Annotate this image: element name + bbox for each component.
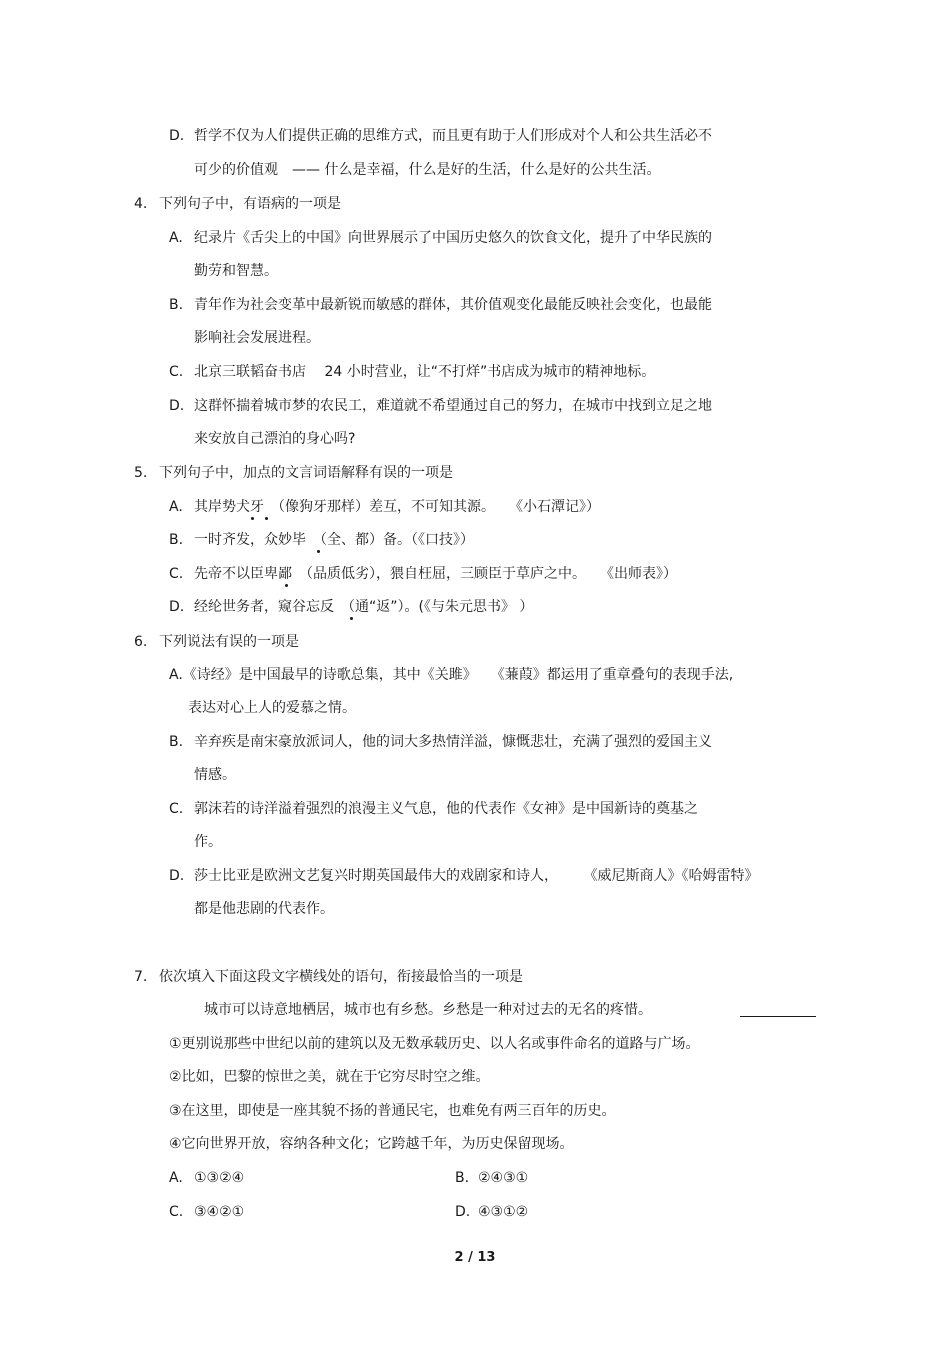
q4-number: 4. — [134, 196, 148, 212]
q7-number: 7. — [134, 969, 148, 985]
q5-option-d-label: D. — [169, 599, 185, 615]
q3-option-d-text-cont: 可少的价值观 —— 什么是幸福，什么是好的生活，什么是好的公共生活。 — [194, 162, 661, 178]
q5-option-b-text: 一时齐发，众妙毕 （全、都）备。（《口技》） — [194, 532, 474, 548]
q7-option-d-label: D. — [455, 1204, 471, 1220]
q7-option-a-label: A. — [169, 1170, 183, 1186]
q6-option-c-text-cont: 作。 — [194, 834, 222, 850]
q4-option-a-text-cont: 勤劳和智慧。 — [194, 263, 278, 279]
q7-passage: 城市可以诗意地栖居，城市也有乡愁。乡愁是一种对过去的无名的疼惜。 — [204, 1002, 652, 1018]
q5-number: 5. — [134, 465, 148, 481]
q6-option-a-text-cont: 表达对心上人的爱慕之情。 — [188, 700, 356, 716]
q6-option-b-text: 辛弃疾是南宋豪放派词人，他的词大多热情洋溢，慷慨悲壮，充满了强烈的爱国主义 — [194, 734, 712, 750]
emphasis-dot — [285, 584, 288, 587]
emphasis-dot — [317, 550, 320, 553]
q5-option-c-text: 先帝不以臣卑鄙 （品质低劣），猥自枉屈，三顾臣于草庐之中。 《出师表》） — [194, 566, 677, 582]
q4-option-b-text: 青年作为社会变革中最新锐而敏感的群体，其价值观变化最能反映社会变化，也最能 — [194, 297, 712, 313]
q3-option-d-text: 哲学不仅为人们提供正确的思维方式，而且更有助于人们形成对个人和公共生活必不 — [194, 128, 712, 144]
q7-option-c-label: C. — [169, 1204, 184, 1220]
q4-option-c-text: 北京三联韬奋书店 24 小时营业，让“不打烊”书店成为城市的精神地标。 — [194, 364, 656, 380]
q6-option-d-text: 莎士比亚是欧洲文艺复兴时期英国最伟大的戏剧家和诗人， 《威尼斯商人》《哈姆雷特》 — [194, 868, 759, 884]
q4-option-a-label: A. — [169, 230, 183, 246]
q5-stem: 下列句子中，加点的文言词语解释有误的一项是 — [159, 465, 453, 481]
q5-option-b-label: B. — [169, 532, 184, 548]
q7-option-c-text: ③④②① — [194, 1204, 245, 1220]
q4-option-d-text-cont: 来安放自己漂泊的身心吗? — [194, 431, 356, 447]
q7-option-b-text: ②④③① — [478, 1170, 529, 1186]
q4-option-d-label: D. — [169, 398, 185, 414]
q6-option-b-label: B. — [169, 734, 184, 750]
q7-sentence-3: ③在这里，即使是一座其貌不扬的普通民宅，也难免有两三百年的历史。 — [169, 1103, 616, 1119]
answer-blank-line — [740, 1016, 816, 1017]
q3-option-d-label: D. — [169, 128, 185, 144]
q6-option-d-text-cont: 都是他悲剧的代表作。 — [194, 901, 334, 917]
q7-sentence-2: ②比如，巴黎的惊世之美，就在于它穷尽时空之维。 — [169, 1069, 490, 1085]
q5-option-c-label: C. — [169, 566, 184, 582]
q7-option-d-text: ④③①② — [478, 1204, 529, 1220]
q6-option-c-label: C. — [169, 801, 184, 817]
q4-option-b-text-cont: 影响社会发展进程。 — [194, 330, 320, 346]
q7-sentence-4: ④它向世界开放，容纳各种文化；它跨越千年，为历史保留现场。 — [169, 1136, 574, 1152]
q7-option-a-text: ①③②④ — [194, 1170, 245, 1186]
q4-option-a-text: 纪录片《舌尖上的中国》向世界展示了中国历史悠久的饮食文化，提升了中华民族的 — [194, 230, 712, 246]
emphasis-dot — [251, 517, 254, 520]
q7-stem: 依次填入下面这段文字横线处的语句，衔接最恰当的一项是 — [159, 969, 523, 985]
q6-option-b-text-cont: 情感。 — [194, 767, 236, 783]
emphasis-dot — [265, 517, 268, 520]
emphasis-dot — [350, 617, 353, 620]
q6-option-d-label: D. — [169, 868, 185, 884]
q6-option-a-text: A.《诗经》是中国最早的诗歌总集，其中《关雎》 《蒹葭》都运用了重章叠句的表现手法, — [169, 667, 734, 683]
q5-option-d-text: 经纶世务者，窥谷忘反 （通“返”）。(《与朱元思书》 ） — [194, 599, 534, 615]
q6-stem: 下列说法有误的一项是 — [159, 634, 299, 650]
page-number: 2 / 13 — [454, 1250, 496, 1265]
q7-sentence-1: ①更别说那些中世纪以前的建筑以及无数承载历史、以人名或事件命名的道路与广场。 — [169, 1036, 700, 1052]
q4-option-b-label: B. — [169, 297, 184, 313]
q6-number: 6. — [134, 634, 148, 650]
q4-stem: 下列句子中，有语病的一项是 — [159, 196, 341, 212]
q5-option-a-label: A. — [169, 499, 183, 515]
q6-option-c-text: 郭沫若的诗洋溢着强烈的浪漫主义气息，他的代表作《女神》是中国新诗的奠基之 — [194, 801, 698, 817]
q4-option-d-text: 这群怀揣着城市梦的农民工，难道就不希望通过自己的努力，在城市中找到立足之地 — [194, 398, 712, 414]
q5-option-a-text: 其岸势犬牙 （像狗牙那样）差互，不可知其源。 《小石潭记》） — [194, 499, 600, 515]
q4-option-c-label: C. — [169, 364, 184, 380]
q7-option-b-label: B. — [455, 1170, 470, 1186]
